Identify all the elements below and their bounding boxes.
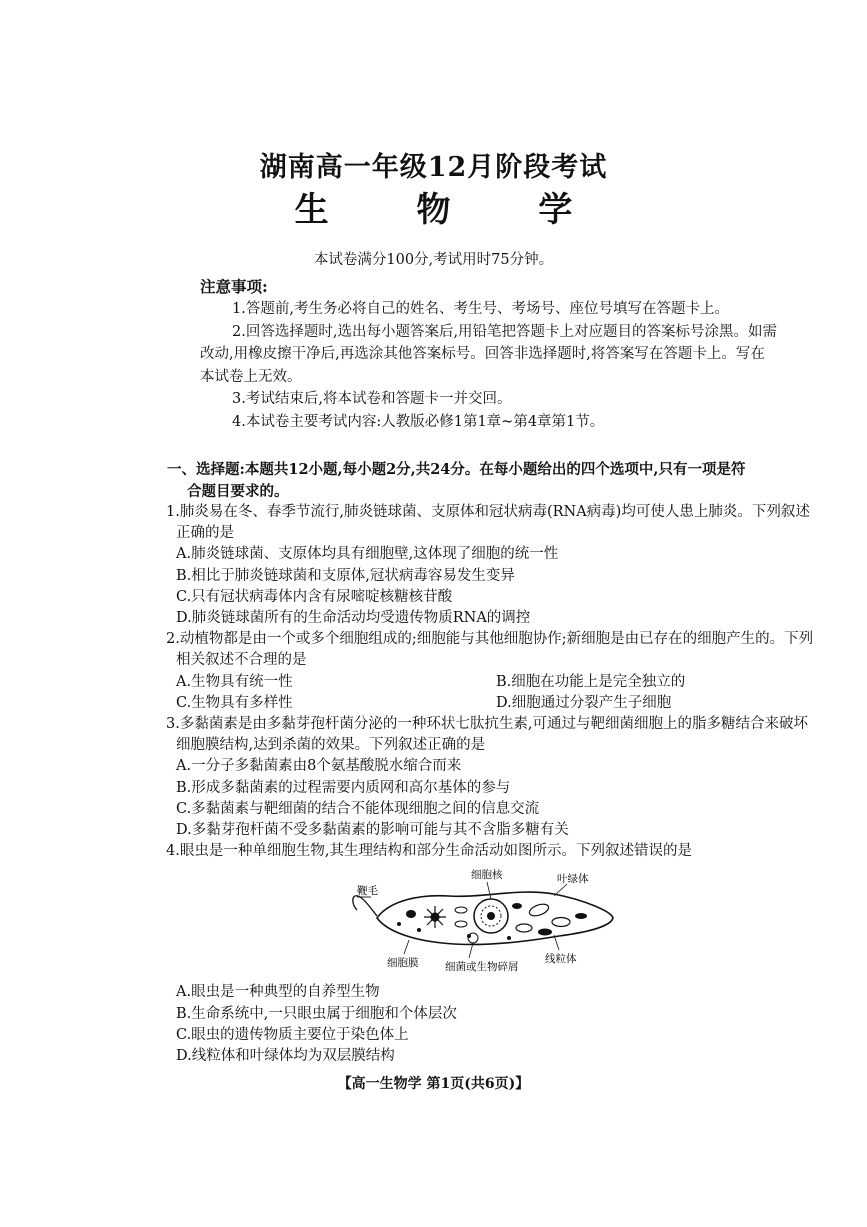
option-c: C.只有冠状病毒体内含有尿嘧啶核糖核苷酸 — [176, 588, 453, 605]
note-item: 4.本试卷主要考试内容:人教版必修1第1章~第4章第1节。 — [232, 413, 605, 430]
note-item: 1.答题前,考生务必将自己的姓名、考生号、考场号、座位号填写在答题卡上。 — [232, 301, 729, 317]
question-stem: 3.多黏菌素是由多黏芽孢杆菌分泌的一种环状七肽抗生素,可通过与靶细菌细胞上的脂多糖结合来破坏细胞膜结构,达到杀菌的效果。下列叙述正确的是 — [166, 716, 808, 754]
option-d: D.细胞通过分裂产生子细胞 — [496, 694, 672, 711]
subject-title: 生 物 学 — [294, 190, 611, 230]
option-d: D.多黏芽孢杆菌不受多黏菌素的影响可能与其不含脂多糖有关 — [176, 822, 569, 839]
euglena-figure — [166, 866, 816, 976]
note-item: 2.回答选择题时,选出每小题答案后,用铅笔把答题卡上对应题目的答案标号涂黑。如需改动,用橡皮擦干净后,再选涂其他答案标号。回答非选择题时,将答案写在答题卡上。写在本试卷上无效。 — [200, 323, 778, 385]
question-stem: 1.肺炎易在冬、春季节流行,肺炎链球菌、支原体和冠状病毒(RNA病毒)均可使人患上肺炎。下列叙述正确的是 — [166, 504, 810, 542]
page-footer: 【高一生物学 第1页(共6页)】 — [337, 1076, 530, 1092]
option-b: B.形成多黏菌素的过程需要内质网和高尔基体的参与 — [176, 779, 511, 796]
option-c: C.眼虫的遗传物质主要位于染色体上 — [176, 1026, 409, 1043]
question-stem: 2.动植物都是由一个或多个细胞组成的;细胞能与其他细胞协作;新细胞是由已存在的细胞产生的。下列相关叙述不合理的是 — [166, 631, 814, 669]
option-d: D.肺炎链球菌所有的生命活动均受遗传物质RNA的调控 — [176, 610, 531, 627]
option-c: C.生物具有多样性 — [176, 694, 293, 711]
vacuole-star — [424, 906, 446, 928]
label-nucleus: 细胞核 — [471, 869, 503, 882]
option-d: D.线粒体和叶绿体均为双层膜结构 — [176, 1048, 395, 1065]
question-3 — [166, 714, 816, 841]
exam-meta: 本试卷满分100分,考试用时75分钟。 — [313, 252, 554, 268]
section-heading — [167, 459, 812, 503]
question-stem: 4.眼虫是一种单细胞生物,其生理结构和部分生命活动如图所示。下列叙述错误的是 — [166, 843, 692, 860]
label-debris: 细菌或生物碎屑 — [445, 961, 519, 974]
option-grid — [166, 672, 816, 714]
question-2 — [166, 629, 816, 714]
euglena-diagram — [349, 866, 619, 976]
notes-heading: 注意事项: — [200, 277, 268, 296]
option-a: A.肺炎链球菌、支原体均具有细胞壁,这体现了细胞的统一性 — [176, 546, 559, 563]
option-c: C.多黏菌素与靶细菌的结合不能体现细胞之间的信息交流 — [176, 800, 540, 817]
option-b: B.相比于肺炎链球菌和支原体,冠状病毒容易发生变异 — [176, 567, 515, 584]
option-a: A.生物具有统一性 — [176, 673, 293, 690]
food-vacuole — [468, 933, 478, 943]
exam-title: 湖南高一年级12月阶段考试 — [259, 152, 608, 183]
label-flagellum: 鞭毛 — [357, 885, 378, 898]
option-a: A.眼虫是一种典型的自养型生物 — [176, 984, 380, 1001]
label-membrane: 细胞膜 — [387, 957, 419, 970]
question-4 — [166, 841, 816, 1067]
label-chloroplast: 叶绿体 — [557, 873, 589, 886]
section-heading-line: 一、选择题:本题共12小题,每小题2分,共24分。在每小题给出的四个选项中,只有一项是符 — [167, 461, 746, 478]
flagellum — [353, 896, 377, 916]
notes-list — [200, 298, 778, 433]
section-heading-line: 合题目要求的。 — [187, 483, 289, 500]
mitochondrion — [538, 929, 552, 936]
chloroplast — [528, 902, 550, 918]
question-1 — [166, 502, 816, 629]
option-a: A.一分子多黏菌素由8个氨基酸脱水缩合而来 — [176, 758, 462, 775]
note-item: 3.考试结束后,将本试卷和答题卡一并交回。 — [232, 391, 512, 407]
option-b: B.细胞在功能上是完全独立的 — [496, 673, 686, 690]
question-list — [166, 502, 816, 1067]
option-b: B.生命系统中,一只眼虫属于细胞和个体层次 — [176, 1005, 457, 1022]
label-mitochondrion: 线粒体 — [545, 953, 577, 966]
